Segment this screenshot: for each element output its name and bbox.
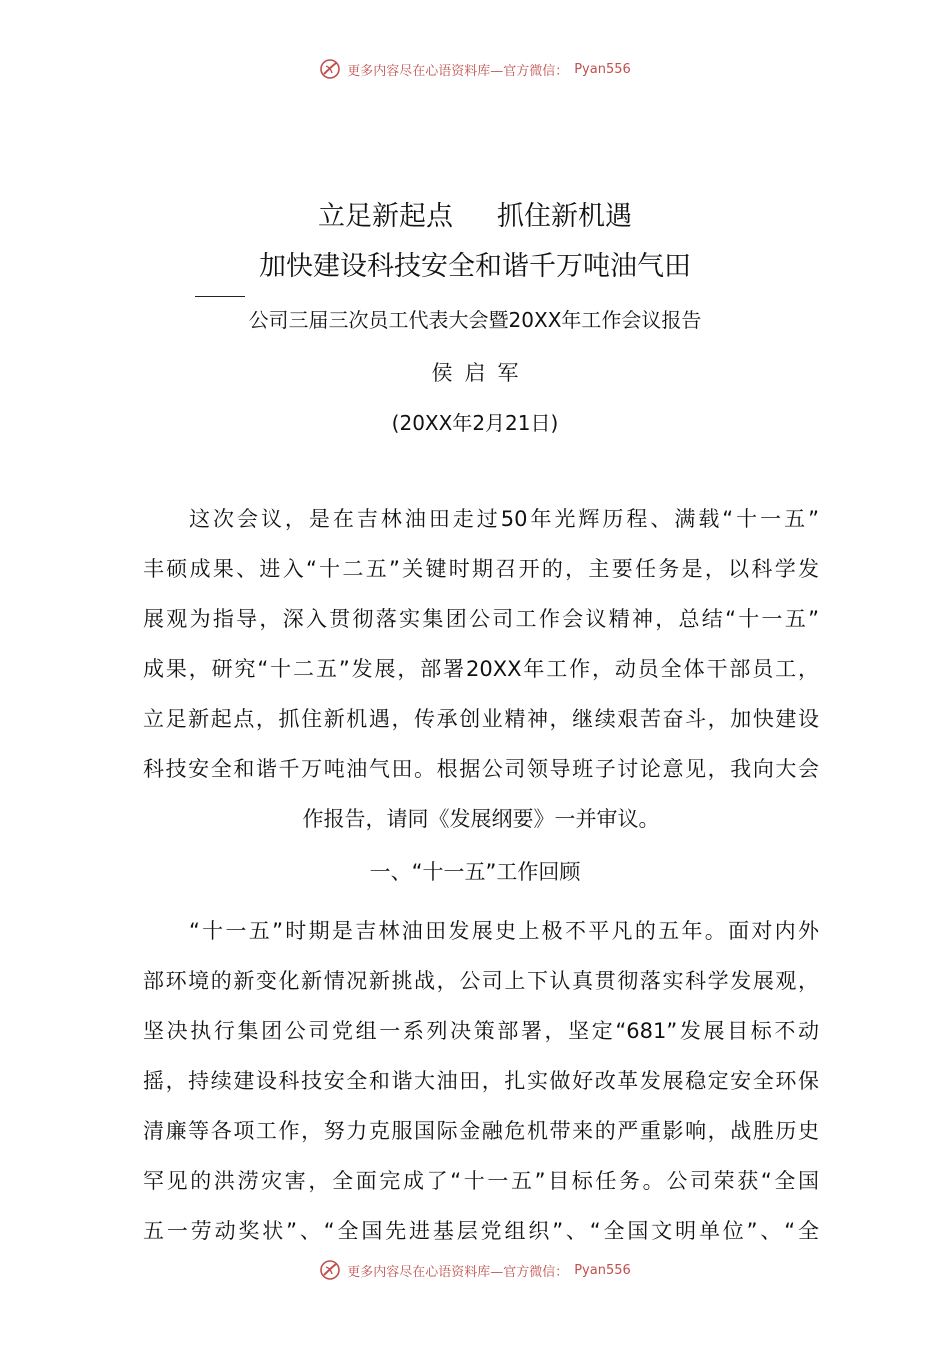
subtitle-dash	[195, 296, 245, 297]
title-left: 立足新起点	[318, 201, 453, 232]
intro-line: 科技安全和谐千万吨油气田。根据公司领导班子讨论意见，我向大会	[143, 757, 819, 781]
section-line: 罕见的洪涝灾害，全面完成了“十一五”目标任务。公司荣获“全国	[143, 1169, 819, 1193]
watermark-text: 更多内容尽在心语资料库—官方微信：	[347, 1264, 569, 1280]
header-watermark	[0, 58, 950, 80]
section-line: 部环境的新变化新情况新挑战，公司上下认真贯彻落实科学发展观，	[143, 969, 819, 993]
title-right: 抓住新机遇	[497, 201, 632, 232]
watermark-wechat: Pyan556	[574, 61, 631, 77]
watermark-text: 更多内容尽在心语资料库—官方微信：	[347, 63, 569, 79]
title-line-2: 加快建设科技安全和谐千万吨油气田	[259, 251, 691, 282]
section-paragraph	[143, 906, 819, 1256]
section-line: 坚决执行集团公司党组一系列决策部署，坚定“681”发展目标不动	[143, 1019, 819, 1043]
section-line: “十一五”时期是吉林油田发展史上极不平凡的五年。面对内外	[189, 919, 819, 943]
watermark-wechat: Pyan556	[574, 1262, 631, 1278]
intro-line: 成果，研究“十二五”发展，部署20XX年工作，动员全体干部员工，	[143, 657, 819, 681]
brush-logo-icon	[319, 1259, 341, 1281]
intro-line: 丰硕成果、进入“十二五”关键时期召开的，主要任务是，以科学发	[143, 557, 819, 581]
section-heading: 一、“十一五”工作回顾	[369, 860, 581, 884]
intro-line: 立足新起点，抓住新机遇，传承创业精神，继续艰苦奋斗，加快建设	[143, 707, 819, 731]
section-line: 清廉等各项工作，努力克服国际金融危机带来的严重影响，战胜历史	[143, 1119, 819, 1143]
intro-line: 展观为指导，深入贯彻落实集团公司工作会议精神，总结“十一五”	[143, 607, 819, 631]
intro-line: 作报告，请同《发展纲要》一并审议。	[302, 807, 660, 831]
report-date: (20XX年2月21日)	[391, 411, 559, 435]
section-line: 五一劳动奖状”、“全国先进基层党组织”、“全国文明单位”、“全	[143, 1219, 819, 1243]
intro-paragraph	[143, 494, 819, 844]
intro-line: 这次会议，是在吉林油田走过50年光辉历程、满载“十一五”	[189, 507, 819, 531]
brush-logo-icon	[319, 58, 341, 80]
author-name: 侯启军	[431, 361, 531, 385]
subtitle: 公司三届三次员工代表大会暨20XX年工作会议报告	[248, 308, 702, 332]
title-line-1	[0, 200, 950, 234]
section-line: 摇，持续建设科技安全和谐大油田，扎实做好改革发展稳定安全环保	[143, 1069, 819, 1093]
footer-watermark	[0, 1259, 950, 1281]
